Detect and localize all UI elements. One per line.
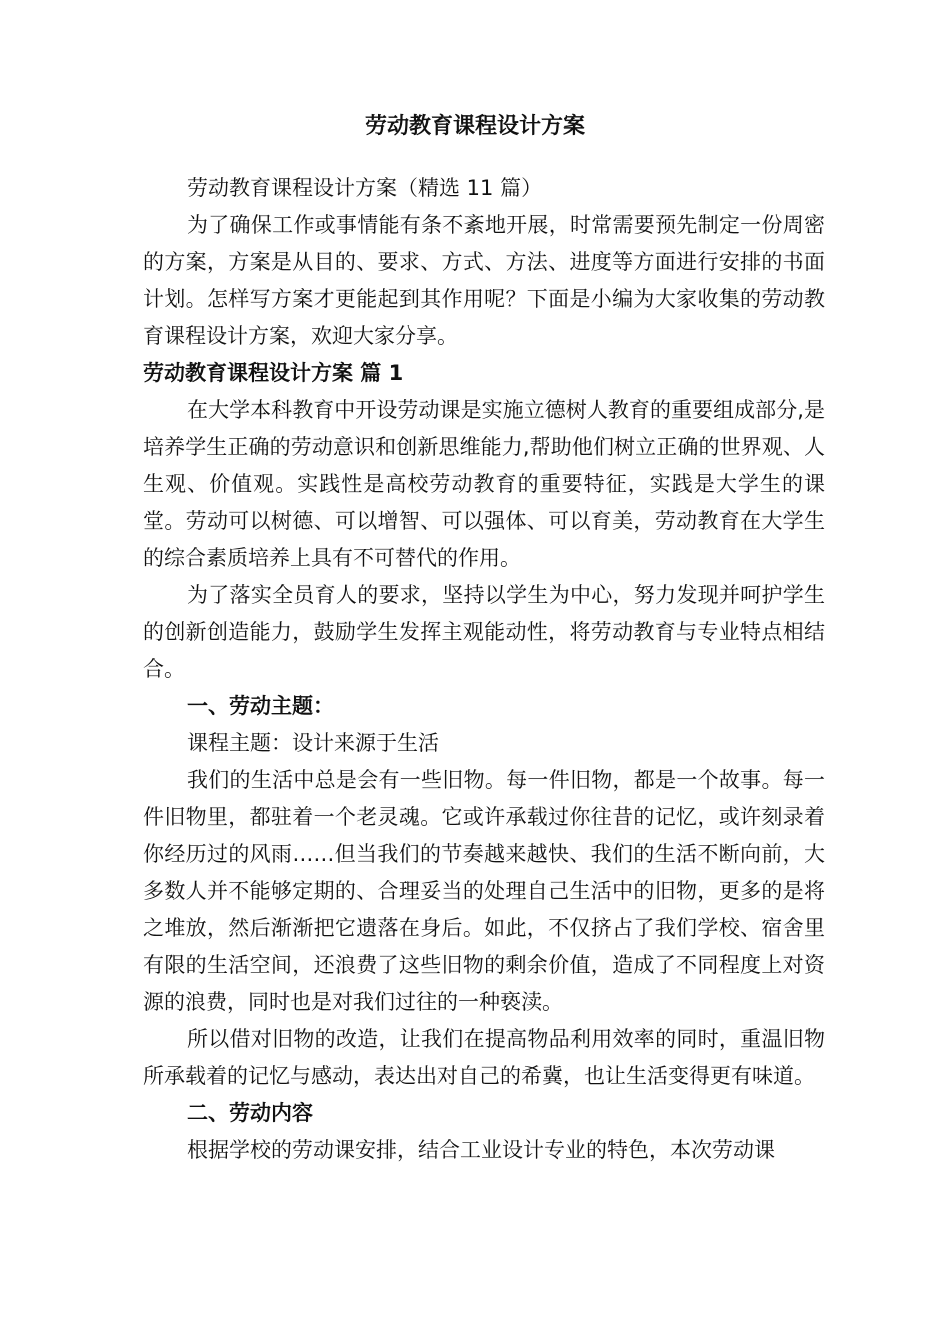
body-paragraph: 在大学本科教育中开设劳动课是实施立德树人教育的重要组成部分,是培养学生正确的劳动意识和创新思维能力,帮助他们树立正确的世界观、人生观、价值观。实践性是高校劳动教育的重要特征，实践是大学生的课堂。劳动可以树德、可以增智、可以强体、可以育美，劳动教育在大学生的综合素质培养上具有不可替代的作用。	[143, 398, 825, 570]
subsection-heading: 二、劳动内容	[187, 1101, 313, 1125]
subsection-heading: 一、劳动主题：	[187, 694, 334, 718]
document-title: 劳动教育课程设计方案	[364, 114, 585, 139]
body-paragraph: 为了落实全员育人的要求，坚持以学生为中心，努力发现并呵护学生的创新创造能力，鼓励学生发挥主观能动性，将劳动教育与专业特点相结合。	[143, 583, 825, 681]
body-paragraph: 课程主题：设计来源于生活	[187, 731, 439, 755]
section-heading: 劳动教育课程设计方案 篇 1	[143, 361, 404, 385]
document-body	[143, 170, 825, 1169]
body-paragraph: 我们的生活中总是会有一些旧物。每一件旧物，都是一个故事。每一件旧物里，都驻着一个老灵魂。它或许承载过你往昔的记忆，或许刻录着你经历过的风雨……但当我们的节奏越来越快、我们的生活不断向前，大多数人并不能够定期的、合理妥当的处理自己生活中的旧物，更多的是将之堆放，然后渐渐把它遗落在身后。如此，不仅挤占了我们学校、宿舍里有限的生活空间，还浪费了这些旧物的剩余价值，造成了不同程度上对资源的浪费，同时也是对我们过往的一种亵渎。	[143, 768, 825, 1014]
subtitle-paragraph: 劳动教育课程设计方案（精选 11 篇）	[187, 176, 543, 200]
body-paragraph: 所以借对旧物的改造，让我们在提高物品利用效率的同时，重温旧物所承载着的记忆与感动，表达出对自己的希冀，也让生活变得更有味道。	[143, 1027, 825, 1088]
body-paragraph: 根据学校的劳动课安排，结合工业设计专业的特色，本次劳动课	[187, 1138, 775, 1162]
intro-paragraph: 为了确保工作或事情能有条不紊地开展，时常需要预先制定一份周密的方案，方案是从目的、要求、方式、方法、进度等方面进行安排的书面计划。怎样写方案才更能起到其作用呢？下面是小编为大家收集的劳动教育课程设计方案，欢迎大家分享。	[143, 213, 825, 348]
